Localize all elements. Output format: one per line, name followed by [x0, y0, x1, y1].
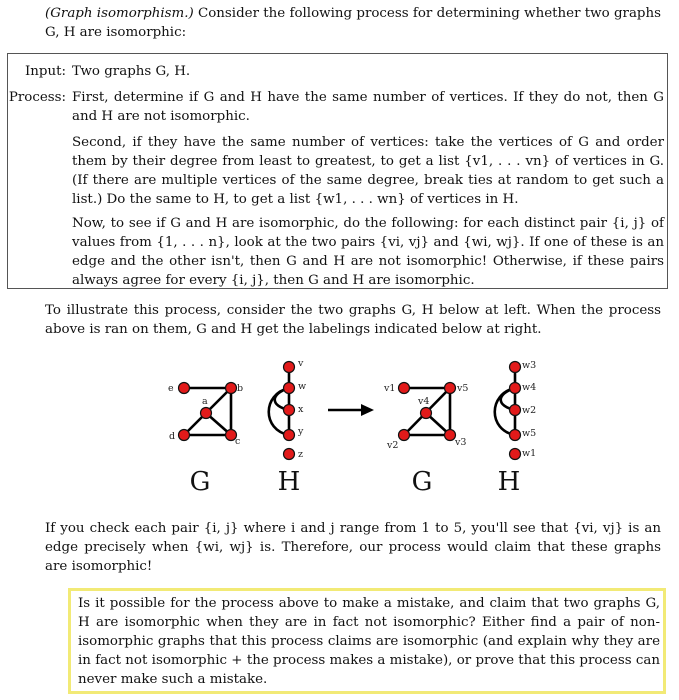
question-text: Is it possible for the process above to make a mistake, and claim that two graphs G, H are isomorphic when they are in fact not isomorphic? Either find a pair of non-isomorphic graphs that this process claims are isomorphic (and explain why they are in fact not isomorphic + the process makes a mistake), or prove that this process can never make such a mistake. [78, 596, 660, 687]
label-G-v4: v4 [418, 396, 430, 407]
figure-edges [184, 367, 515, 435]
label-G-v1: v1 [384, 383, 396, 394]
intro-title: (Graph isomorphism.) [45, 6, 194, 21]
vertex-H-w2 [510, 405, 521, 416]
label-G-v5: v5 [457, 383, 469, 394]
vertex-H-w3 [510, 362, 521, 373]
vertex-G-b [226, 383, 237, 394]
label-H-v: v [298, 358, 304, 369]
graph-name-G-right: G [411, 467, 433, 497]
label-G-v3: v3 [455, 437, 467, 448]
label-H-y: y [298, 426, 304, 437]
vertex-G-v4 [421, 408, 432, 419]
label-H-w2: w2 [522, 405, 537, 416]
label-G-a: a [202, 396, 208, 407]
label-H-w4: w4 [522, 382, 537, 393]
vertex-H-v [284, 362, 295, 373]
graph-name-H-right: H [497, 467, 521, 497]
vertex-G-a [201, 408, 212, 419]
vertex-G-v5 [445, 383, 456, 394]
vertex-H-w5 [510, 430, 521, 441]
label-G-v2: v2 [387, 440, 399, 451]
label-H-w3: w3 [522, 360, 537, 371]
vertex-H-w4 [510, 383, 521, 394]
process-step-3: Now, to see if G and H are isomorphic, do the following: for each distinct pair {i, j} of values from {1, . . . n}, look at the two pairs {vi, vj} and {wi, wj}. If one of these is an edge and the other isn't, then G and H are not isomorphic! Otherwise, if these pairs always agree for every {i, j}, then G and H are isomorphic. [72, 216, 664, 288]
label-G-c: c [235, 436, 241, 447]
vertex-H-y [284, 430, 295, 441]
vertex-H-z [284, 449, 295, 460]
label-H-z: z [298, 449, 304, 460]
label-H-w: w [298, 381, 307, 392]
label-H-x: x [298, 404, 304, 415]
arrow-head [361, 404, 374, 416]
label-G-e: e [168, 383, 174, 394]
vertex-H-x [284, 405, 295, 416]
vertex-G-v1 [399, 383, 410, 394]
input-label: Input: [24, 64, 66, 79]
graph-figure [0, 350, 679, 505]
label-H-w5: w5 [522, 428, 537, 439]
vertex-G-v2 [399, 430, 410, 441]
vertex-H-w [284, 383, 295, 394]
label-H-w1: w1 [522, 448, 537, 459]
process-label: Process: [8, 90, 66, 105]
vertex-G-d [179, 430, 190, 441]
process-step-1: First, determine if G and H have the same number of vertices. If they do not, then G and H are not isomorphic. [72, 90, 664, 124]
intro-text: Consider the following process for determining whether two graphs G, H are isomorphic: [45, 6, 661, 40]
input-text: Two graphs G, H. [72, 64, 191, 79]
graph-name-H-left: H [277, 467, 301, 497]
label-G-b: b [237, 383, 244, 394]
illustration-paragraph: To illustrate this process, consider the two graphs G, H below at left. When the process above is ran on them, G and H get the labelings indicated below at right. [45, 303, 661, 337]
vertex-G-v3 [445, 430, 456, 441]
vertex-G-e [179, 383, 190, 394]
graph-name-G-left: G [189, 467, 211, 497]
check-paragraph: If you check each pair {i, j} where i and j range from 1 to 5, you'll see that {vi, vj} is an edge precisely when {wi, wj} is. Therefore, our process would claim that these graphs are isomorphic! [45, 521, 661, 574]
vertex-H-w1 [510, 449, 521, 460]
intro-paragraph [45, 4, 661, 42]
process-step-2: Second, if they have the same number of vertices: take the vertices of G and order them by their degree from least to greatest, to get a list {v1, . . . vn} of vertices in G. (If there are multiple vertices of the same degree, break ties at random to get such a list.) Do the same to H, to get a list {w1, . . . wn} of vertices in H. [72, 135, 664, 207]
label-G-d: d [169, 431, 176, 442]
